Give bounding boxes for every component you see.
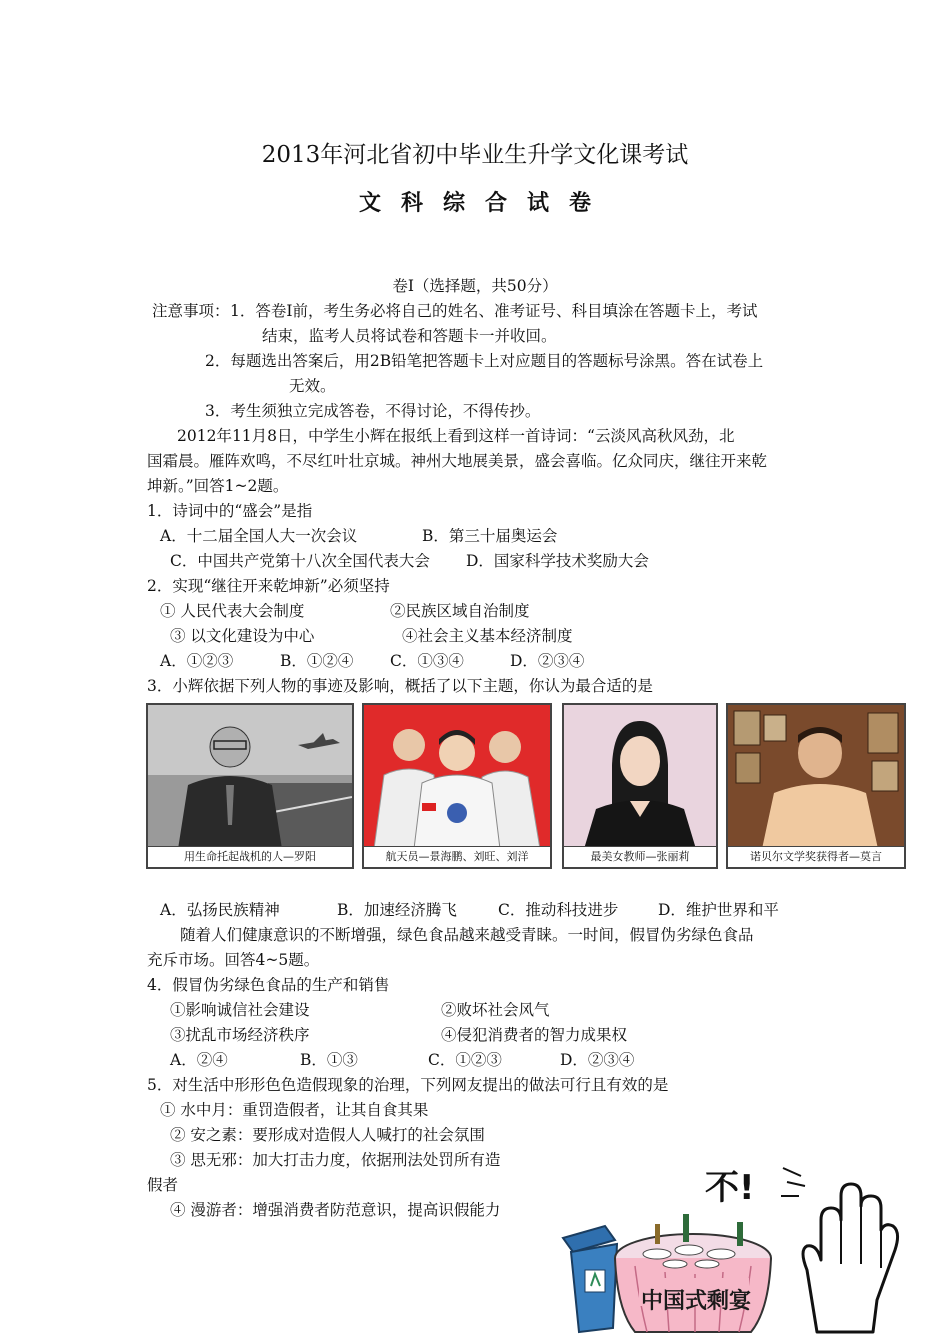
cartoon-banner: 中国式剩宴 — [641, 1289, 752, 1314]
notes-label: 注意事项： — [152, 302, 230, 320]
q4-option-c: C．①②③ — [428, 1051, 502, 1069]
photo-zhang-lili — [562, 703, 718, 869]
note-3: 3．考生须独立完成答卷，不得讨论，不得传抄。 — [205, 402, 541, 420]
photo-astronauts — [362, 703, 552, 869]
q1-stem: 1．诗词中的“盛会”是指 — [147, 502, 313, 520]
photo-mo-yan-caption: 诺贝尔文学奖获得者—莫言 — [728, 846, 904, 867]
q3-stem: 3．小辉依据下列人物的事迹及影响，概括了以下主题，你认为最合适的是 — [147, 677, 653, 695]
q2-item-1: ① 人民代表大会制度 — [160, 602, 305, 620]
stop-hand-icon — [781, 1168, 898, 1332]
passage1-line-3: 坤新。”回答1~2题。 — [147, 477, 289, 495]
trash-can-icon — [563, 1226, 617, 1332]
section-heading: 卷Ⅰ（选择题，共50分） — [392, 277, 558, 295]
q1-option-d: D．国家科学技术奖励大会 — [466, 552, 649, 570]
passage2-line-1: 随着人们健康意识的不断增强，绿色食品越来越受青睐。一时间，假冒伪劣绿色食品 — [180, 926, 754, 944]
q4-item-4: ④侵犯消费者的智力成果权 — [441, 1026, 628, 1044]
photo-zhang-lili-image — [564, 705, 716, 847]
photo-luo-yang-caption: 用生命托起战机的人—罗阳 — [148, 846, 352, 867]
q4-stem: 4．假冒伪劣绿色食品的生产和销售 — [147, 976, 390, 994]
q2-item-2: ②民族区域自治制度 — [390, 602, 530, 620]
note-2-line-1: 2．每题选出答案后，用2B铅笔把答题卡上对应题目的答题标号涂黑。答在试卷上 — [205, 352, 764, 370]
q2-option-b: B．①②④ — [280, 652, 354, 670]
photo-astronauts-caption: 航天员—景海鹏、刘旺、刘洋 — [364, 846, 550, 867]
q3-option-c: C．推动科技进步 — [498, 901, 619, 919]
passage1-line-1: 2012年11月8日，中学生小辉在报纸上看到这样一首诗词：“云淡风高秋风劲，北 — [177, 427, 735, 445]
q4-option-b: B．①③ — [300, 1051, 358, 1069]
note-1-line-1: 1．答卷Ⅰ前，考生务必将自己的姓名、准考证号、科目填涂在答题卡上，考试 — [230, 302, 758, 320]
note-2-line-2: 无效。 — [289, 377, 336, 395]
q1-option-b: B．第三十届奥运会 — [422, 527, 558, 545]
q5-stem: 5．对生活中形形色色造假现象的治理，下列网友提出的做法可行且有效的是 — [147, 1076, 669, 1094]
passage2-line-2: 充斥市场。回答4~5题。 — [147, 951, 320, 969]
photo-luo-yang — [146, 703, 354, 869]
exam-subtitle: 文科综合试卷 — [358, 191, 611, 216]
cartoon-exclaim: 不! — [705, 1168, 755, 1208]
passage1-line-2: 国霜晨。雁阵欢鸣，不尽红叶壮京城。神州大地展美景，盛会喜临。亿众同庆，继往开来乾 — [147, 452, 768, 470]
q4-option-a: A．②④ — [170, 1051, 228, 1069]
exam-title: 2013年河北省初中毕业生升学文化课考试 — [261, 142, 689, 168]
photo-mo-yan-image — [728, 705, 904, 847]
photo-astronauts-image — [364, 705, 550, 847]
q5-item-4: ④ 漫游者：增强消费者防范意识，提高识假能力 — [170, 1201, 501, 1219]
q3-option-d: D．维护世界和平 — [658, 901, 779, 919]
q5-item-1: ① 水中月：重罚造假者，让其自食其果 — [160, 1101, 429, 1119]
q4-option-d: D．②③④ — [560, 1051, 635, 1069]
q2-option-a: A．①②③ — [160, 652, 234, 670]
q4-item-3: ③扰乱市场经济秩序 — [170, 1026, 310, 1044]
photo-zhang-lili-caption: 最美女教师—张丽莉 — [564, 846, 716, 867]
q2-option-d: D．②③④ — [510, 652, 585, 670]
note-1-line-2: 结束，监考人员将试卷和答题卡一并收回。 — [262, 327, 557, 345]
q1-option-c: C．中国共产党第十八次全国代表大会 — [170, 552, 430, 570]
q2-item-3: ③ 以文化建设为中心 — [170, 627, 315, 645]
q2-item-4: ④社会主义基本经济制度 — [402, 627, 573, 645]
q5-item-2: ② 安之素：要形成对造假人人喊打的社会氛围 — [170, 1126, 485, 1144]
q2-option-c: C．①③④ — [390, 652, 464, 670]
q1-option-a: A．十二届全国人大一次会议 — [160, 527, 358, 545]
cartoon-banquet — [555, 1160, 915, 1340]
q2-stem: 2．实现“继往开来乾坤新”必须坚持 — [147, 577, 390, 595]
q3-option-b: B．加速经济腾飞 — [337, 901, 457, 919]
q3-option-a: A．弘扬民族精神 — [160, 901, 280, 919]
q4-item-2: ②败坏社会风气 — [441, 1001, 550, 1019]
q5-item-3-line-2: 假者 — [147, 1176, 179, 1194]
photo-mo-yan — [726, 703, 906, 869]
q5-item-3-line-1: ③ 思无邪：加大打击力度，依据刑法处罚所有造 — [170, 1151, 501, 1169]
q4-item-1: ①影响诚信社会建设 — [170, 1001, 310, 1019]
photo-luo-yang-image — [148, 705, 352, 847]
